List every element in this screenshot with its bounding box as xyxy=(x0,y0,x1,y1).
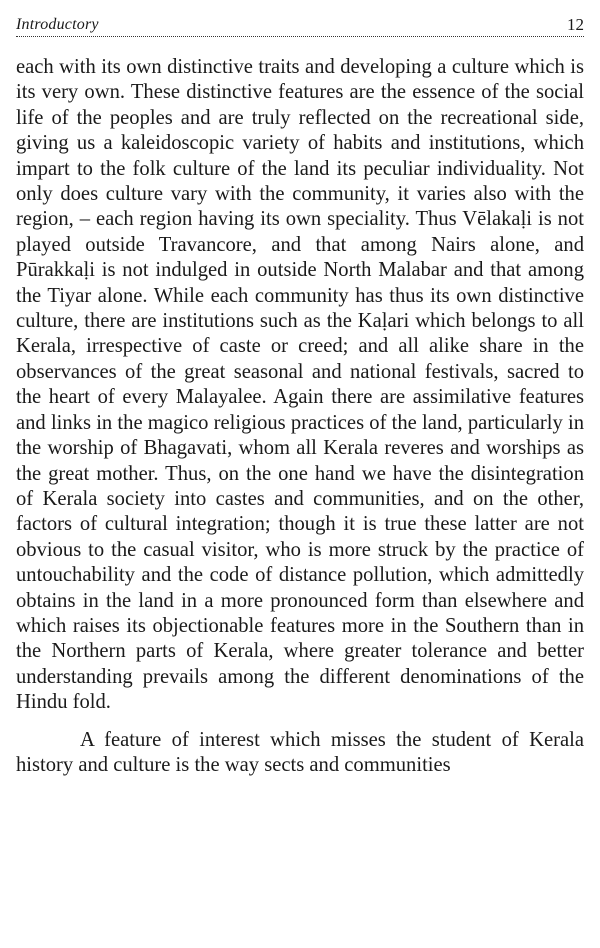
page-header xyxy=(16,12,584,37)
paragraph-new: A feature of interest which misses the student of Kerala history and culture is the way sects and communities xyxy=(16,728,584,776)
paragraph-continued: each with its own distinctive traits and developing a culture which is its very own. These distinctive features are the essence of the social life of the peoples and are truly reflected on the recreational side, giving us a kaleidoscopic variety of habits and institutions, which impart to the folk culture of the land its peculiar individuality. Not only does culture vary with the community, it varies also with the region, – each region having its own speciality. Thus Vēlakaḷi is not played outside Travancore, and that among Nairs alone, and Pūrakkaḷi is not indulged in outside North Malabar and that among the Tiyar alone. While each community has thus its own distinctive culture, there are institutions such as the Kaḷari which belongs to all Kerala, irrespective of caste or creed; and all alike share in the observances of the great seasonal and national festivals, sacred to the heart of every Malayalee. Again there are assimilative features and links in the magico religious practices of the land, particularly in the worship of Bhagavati, whom all Kerala reveres and worships as the great mother. Thus, on the one hand we have the disintegration of Kerala society into castes and communities, and on the other, factors of cultural integration; though it is true these latter are not obvious to the casual visitor, who is more struck by the practice of untouchability and the code of distance pollution, which admittedly obtains in the land in a more pronounced form than elsewhere and which raises its objectionable features more in the Southern than in the Northern parts of Kerala, where greater tolerance and better understanding prevails among the different denominations of the Hindu fold. xyxy=(16,56,584,714)
page-number: 12 xyxy=(567,15,584,34)
body-text xyxy=(16,55,584,778)
running-title: Introductory xyxy=(16,16,99,33)
